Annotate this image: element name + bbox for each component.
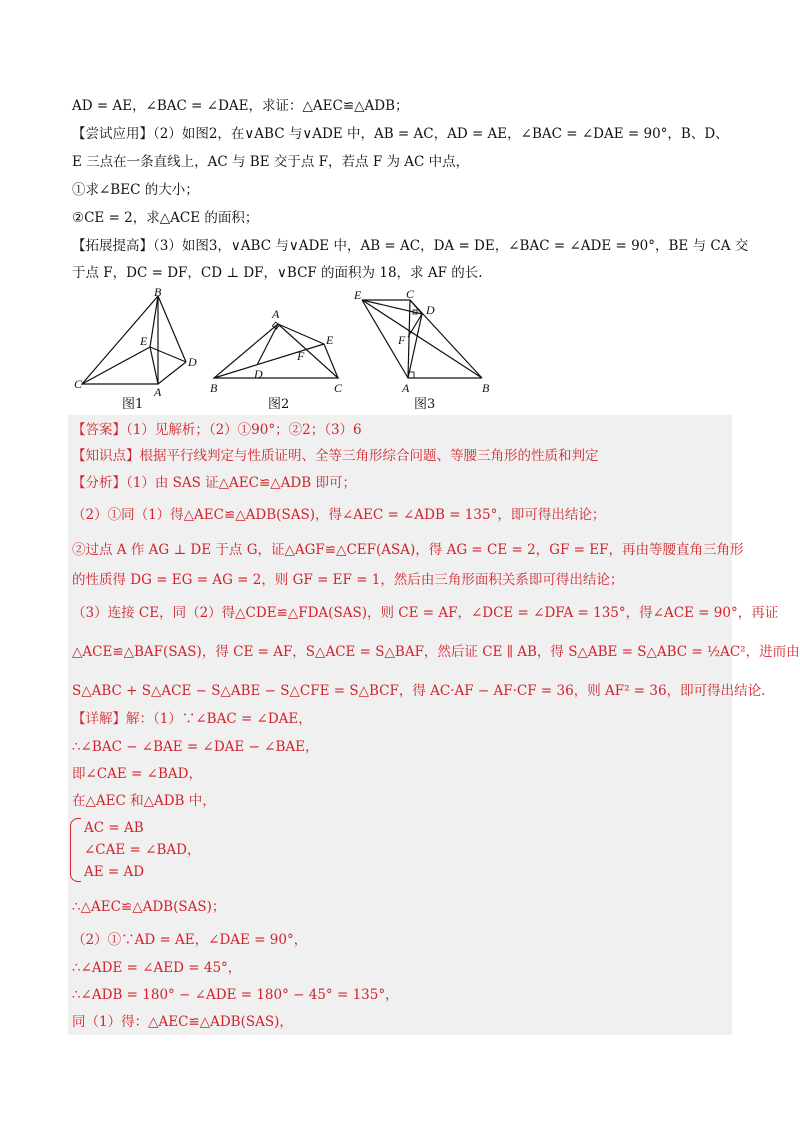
- question-line-5: ②CE = 2，求△ACE 的面积；: [72, 210, 259, 226]
- fig3-label-B: B: [482, 381, 490, 395]
- detail-line-3: 即∠CAE = ∠BAD，: [72, 766, 202, 782]
- analysis-line-1: 【分析】（1）由 SAS 证△AEC≌△ADB 即可；: [72, 475, 356, 491]
- detail-line-4: 在△AEC 和△ADB 中，: [72, 793, 216, 809]
- system-brace: [70, 818, 81, 882]
- analysis-line-2: （2）①同（1）得△AEC≌△ADB(SAS)，得∠AEC = ∠ADB = 135°，即可得出结论；: [72, 507, 606, 523]
- detail-line-8: ∴∠ADB = 180° − ∠ADE = 180° − 45° = 135°，: [72, 987, 399, 1003]
- figure-3-caption: 图3: [414, 397, 436, 412]
- question-line-1: AD = AE，∠BAC = ∠DAE，求证：△AEC≌△ADB；: [72, 98, 409, 114]
- fig3-label-E: E: [354, 288, 362, 302]
- fig2-label-C: C: [334, 381, 343, 395]
- detail-line-7: ∴∠ADE = ∠AED = 45°，: [72, 960, 242, 976]
- fig1-label-A: A: [154, 385, 162, 399]
- fig3-label-C: C: [406, 288, 415, 301]
- question-line-6: 【拓展提高】（3）如图3，∨ABC 与∨ADE 中，AB = AC，DA = DE，∠BAC = ∠ADE = 90°，BE 与 CA 交: [72, 238, 749, 254]
- detail-line-1: 【详解】解：（1）∵∠BAC = ∠DAE，: [72, 711, 312, 727]
- fig3-label-D: D: [426, 303, 435, 317]
- question-line-3: E 三点在一条直线上，AC 与 BE 交于点 F，若点 F 为 AC 中点，: [72, 154, 470, 170]
- system-line-3: AE = AD: [84, 864, 145, 880]
- question-line-2: 【尝试应用】（2）如图2，在∨ABC 与∨ADE 中，AB = AC，AD = AE，∠BAC = ∠DAE = 90°，B、D、: [72, 126, 729, 142]
- question-line-7: 于点 F，DC = DF，CD ⊥ DF，∨BCF 的面积为 18，求 AF 的长.: [72, 265, 483, 281]
- detail-line-9: 同（1）得：△AEC≌△ADB(SAS)，: [72, 1014, 293, 1030]
- analysis-line-3: ②过点 A 作 AG ⊥ DE 于点 G，证△AGF≌△CEF(ASA)，得 AG = CE = 2，GF = EF，再由等腰直角三角形: [72, 542, 744, 558]
- fig2-label-A: A: [272, 307, 280, 321]
- fig2-label-F: F: [297, 349, 305, 363]
- detail-line-2: ∴∠BAC − ∠BAE = ∠DAE − ∠BAE，: [72, 739, 319, 755]
- detail-line-5: ∴△AEC≌△ADB(SAS)；: [72, 899, 226, 915]
- fig3-label-A: A: [402, 381, 410, 395]
- figure-2-caption: 图2: [268, 397, 290, 412]
- system-line-1: AC = AB: [84, 820, 144, 836]
- fig1-label-E: E: [140, 334, 148, 348]
- figure-1: [74, 288, 197, 412]
- fig1-label-C: C: [74, 377, 83, 391]
- figure-1-caption: 图1: [122, 397, 144, 412]
- analysis-line-7: S△ABC + S△ACE − S△ABE − S△CFE = S△BCF，得 AC·AF − AF·CF = 36，则 AF² = 36，即可得出结论.: [72, 683, 766, 699]
- figure-2: [210, 307, 343, 412]
- answer-line: 【答案】（1）见解析；（2）①90°；②2；（3）6: [72, 422, 362, 438]
- knowledge-point-line: 【知识点】根据平行线判定与性质证明、全等三角形综合问题、等腰三角形的性质和判定: [72, 448, 599, 464]
- analysis-line-4: 的性质得 DG = EG = AG = 2，则 GF = EF = 1，然后由三角形面积关系即可得出结论；: [72, 572, 624, 588]
- geometry-figures: [72, 288, 512, 413]
- analysis-line-5: （3）连接 CE，同（2）得△CDE≌△FDA(SAS)，则 CE = AF，∠DCE = ∠DFA = 135°，得∠ACE = 90°，再证: [72, 605, 779, 621]
- fig2-label-D: D: [254, 367, 263, 381]
- figure-3: [353, 288, 490, 412]
- system-line-2: ∠CAE = ∠BAD，: [84, 842, 201, 858]
- fig2-label-B: B: [210, 381, 218, 395]
- fig2-label-E: E: [326, 333, 334, 347]
- analysis-line-6: △ACE≌△BAF(SAS)，得 CE = AF，S△ACE = S△BAF，然后证 CE ∥ AB，得 S△ABE = S△ABC = ½AC²，进而由: [72, 644, 800, 660]
- fig3-label-F: F: [398, 333, 406, 347]
- question-line-4: ①求∠BEC 的大小；: [72, 182, 199, 198]
- fig1-label-D: D: [188, 355, 197, 369]
- detail-line-6: （2）①∵AD = AE，∠DAE = 90°，: [72, 932, 308, 948]
- fig1-label-B: B: [154, 288, 162, 299]
